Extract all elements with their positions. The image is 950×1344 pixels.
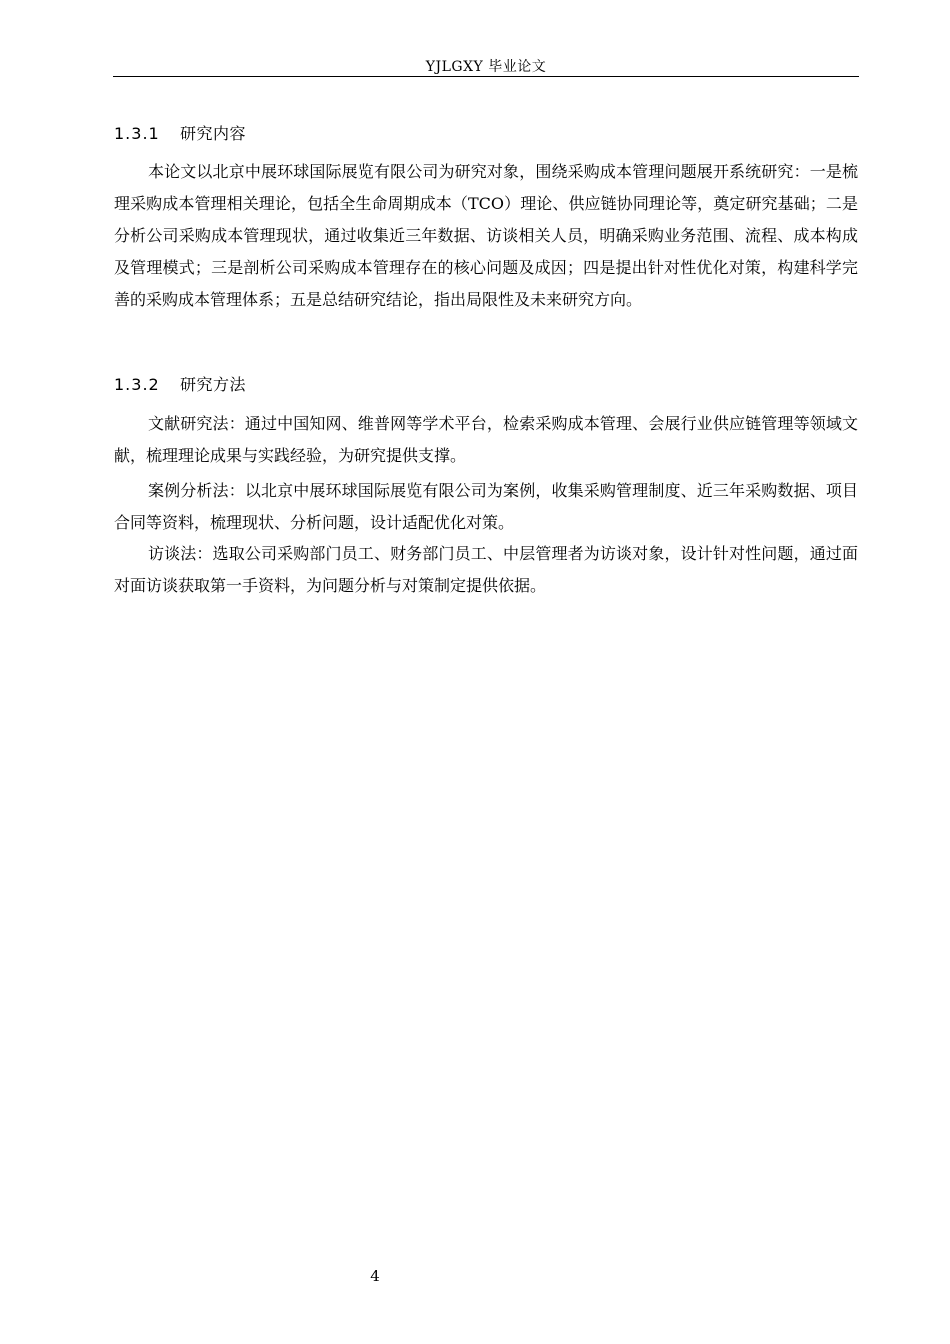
section-heading-research-content bbox=[114, 124, 246, 144]
section-number: 1.3.1 bbox=[114, 124, 160, 143]
page-header-title: YJLGXY 毕业论文 bbox=[425, 59, 547, 75]
body-paragraph-interview-method: 访谈法：选取公司采购部门员工、财务部门员工、中层管理者为访谈对象，设计针对性问题，通过面对面访谈获取第一手资料，为问题分析与对策制定提供依据。 bbox=[114, 544, 858, 595]
section-title: 研究内容 bbox=[180, 124, 247, 143]
body-paragraph-case-method: 案例分析法：以北京中展环球国际展览有限公司为案例，收集采购管理制度、近三年采购数据、项目合同等资料，梳理现状、分析问题，设计适配优化对策。 bbox=[114, 481, 858, 532]
body-paragraph-literature-method: 文献研究法：通过中国知网、维普网等学术平台，检索采购成本管理、会展行业供应链管理等领域文献，梳理理论成果与实践经验，为研究提供支撑。 bbox=[114, 414, 858, 465]
section-title: 研究方法 bbox=[180, 375, 247, 394]
page-number: 4 bbox=[370, 1267, 380, 1285]
section-number: 1.3.2 bbox=[114, 375, 160, 394]
header-rule bbox=[113, 76, 859, 77]
section-heading-research-methods bbox=[114, 375, 246, 395]
body-paragraph-research-content: 本论文以北京中展环球国际展览有限公司为研究对象，围绕采购成本管理问题展开系统研究：一是梳理采购成本管理相关理论，包括全生命周期成本（TCO）理论、供应链协同理论等，奠定研究基础；二是分析公司采购成本管理现状，通过收集近三年数据、访谈相关人员，明确采购业务范围、流程、成本构成及管理模式；三是剖析公司采购成本管理存在的核心问题及成因；四是提出针对性优化对策，构建科学完善的采购成本管理体系；五是总结研究结论，指出局限性及未来研究方向。 bbox=[114, 162, 858, 309]
